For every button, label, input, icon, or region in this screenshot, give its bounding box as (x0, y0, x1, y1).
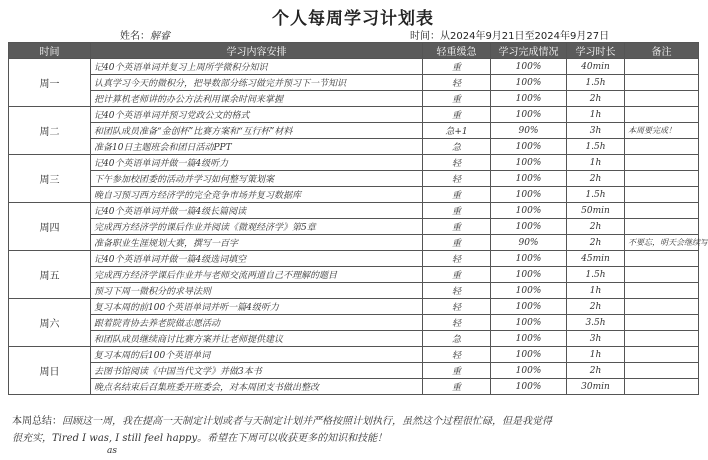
task-cell: 记40个英语单词并预习党政公文的格式 (91, 107, 423, 123)
note-cell (625, 155, 699, 171)
page-title: 个人每周学习计划表 (272, 9, 434, 29)
duration-cell: 3h (567, 331, 625, 347)
task-cell: 准备10日主题班会和团日活动PPT (91, 139, 423, 155)
table-row (9, 219, 699, 235)
table-row (9, 155, 699, 171)
duration-cell: 1.5h (567, 267, 625, 283)
completion-cell: 100% (491, 171, 567, 187)
duration-cell: 2h (567, 235, 625, 251)
note-cell (625, 315, 699, 331)
table-row (9, 363, 699, 379)
task-cell: 预习下周一微积分的求导法则 (91, 283, 423, 299)
task-cell: 和团队成员准备“金创杯”比赛方案和“互行杯”材料 (91, 123, 423, 139)
task-cell: 准备职业生涯规划大赛，撰写一百字 (91, 235, 423, 251)
completion-cell: 100% (491, 331, 567, 347)
table-row (9, 123, 699, 139)
completion-cell: 100% (491, 91, 567, 107)
table-row (9, 107, 699, 123)
table-row (9, 299, 699, 315)
note-cell (625, 283, 699, 299)
duration-cell: 1.5h (567, 187, 625, 203)
table-row (9, 267, 699, 283)
priority-cell: 急 (423, 331, 491, 347)
note-cell (625, 331, 699, 347)
duration-cell: 50min (567, 203, 625, 219)
completion-cell: 100% (491, 251, 567, 267)
note-cell (625, 75, 699, 91)
priority-cell: 重 (423, 91, 491, 107)
priority-cell: 轻 (423, 315, 491, 331)
note-cell (625, 363, 699, 379)
task-cell: 和团队成员继续商讨比赛方案并让老师提供建议 (91, 331, 423, 347)
task-cell: 完成西方经济学的课后作业并阅读《微观经济学》第5章 (91, 219, 423, 235)
priority-cell: 重 (423, 363, 491, 379)
priority-cell: 轻 (423, 251, 491, 267)
table-row (9, 203, 699, 219)
table-row (9, 59, 699, 75)
table-row (9, 139, 699, 155)
header-content: 学习内容安排 (91, 43, 423, 59)
day-label: 周二 (9, 107, 91, 155)
duration-cell: 1.5h (567, 139, 625, 155)
date-range-field (410, 27, 609, 42)
duration-cell: 1h (567, 347, 625, 363)
completion-cell: 90% (491, 123, 567, 139)
completion-cell: 100% (491, 283, 567, 299)
task-cell: 记40个英语单词并做一篇4级长篇阅读 (91, 203, 423, 219)
duration-cell: 2h (567, 363, 625, 379)
day-label: 周六 (9, 299, 91, 347)
duration-cell: 3h (567, 123, 625, 139)
completion-cell: 100% (491, 203, 567, 219)
priority-cell: 重 (423, 203, 491, 219)
priority-cell: 重 (423, 59, 491, 75)
note-cell (625, 91, 699, 107)
header-time: 时间 (9, 43, 91, 59)
duration-cell: 1h (567, 155, 625, 171)
completion-cell: 100% (491, 315, 567, 331)
day-label: 周日 (9, 347, 91, 395)
table-row (9, 75, 699, 91)
duration-cell: 1h (567, 107, 625, 123)
note-cell (625, 299, 699, 315)
weekly-summary (12, 413, 702, 456)
table-row (9, 187, 699, 203)
day-label: 周三 (9, 155, 91, 203)
note-cell (625, 139, 699, 155)
table-row (9, 251, 699, 267)
summary-annotation: as (107, 446, 117, 456)
priority-cell: 重 (423, 187, 491, 203)
header-duration: 学习时长 (567, 43, 625, 59)
header-completion: 学习完成情况 (491, 43, 567, 59)
table-row (9, 347, 699, 363)
summary-label: 本周总结： (12, 416, 62, 427)
duration-cell: 3.5h (567, 315, 625, 331)
priority-cell: 轻 (423, 299, 491, 315)
task-cell: 记40个英语单词并做一篇4级听力 (91, 155, 423, 171)
duration-cell: 2h (567, 91, 625, 107)
completion-cell: 100% (491, 187, 567, 203)
task-cell: 认真学习今天的微积分，把导数部分练习做完并预习下一节知识 (91, 75, 423, 91)
day-label: 周一 (9, 59, 91, 107)
note-cell (625, 251, 699, 267)
completion-cell: 100% (491, 219, 567, 235)
task-cell: 完成西方经济学课后作业并与老师交流两道自己不理解的题目 (91, 267, 423, 283)
completion-cell: 100% (491, 379, 567, 395)
time-label: 时间： (410, 31, 440, 42)
note-cell (625, 171, 699, 187)
header-priority: 轻重缓急 (423, 43, 491, 59)
name-label: 姓名： (120, 31, 150, 42)
note-cell (625, 379, 699, 395)
priority-cell: 重 (423, 235, 491, 251)
note-cell (625, 107, 699, 123)
day-label: 周四 (9, 203, 91, 251)
priority-cell: 重 (423, 219, 491, 235)
priority-cell: 急+1 (423, 123, 491, 139)
name-value: 解睿 (150, 31, 170, 42)
duration-cell: 1.5h (567, 75, 625, 91)
completion-cell: 100% (491, 59, 567, 75)
table-row (9, 331, 699, 347)
duration-cell: 30min (567, 379, 625, 395)
task-cell: 下午参加校团委的活动并学习如何整写策划案 (91, 171, 423, 187)
note-cell (625, 59, 699, 75)
task-cell: 跟着院青协去养老院做志愿活动 (91, 315, 423, 331)
task-cell: 复习本周的前100个英语单词并听一篇4级听力 (91, 299, 423, 315)
task-cell: 晚自习预习西方经济学的完全竞争市场并复习数据库 (91, 187, 423, 203)
duration-cell: 1h (567, 283, 625, 299)
duration-cell: 2h (567, 299, 625, 315)
completion-cell: 100% (491, 75, 567, 91)
completion-cell: 90% (491, 235, 567, 251)
task-cell: 把计算机老师讲的办公方法利用课余时间来掌握 (91, 91, 423, 107)
summary-line-1: 回顾这一周，我在提高一天制定计划或者与天制定计划并严格按照计划执行，虽然这个过程很忙碌，但是我觉得 (62, 416, 552, 427)
summary-line-2: 很充实，Tired I was, I still feel happy。希望在下周可以收获更多的知识和技能！ (12, 433, 388, 444)
task-cell: 记40个英语单词并做一篇4级选词填空 (91, 251, 423, 267)
duration-cell: 40min (567, 59, 625, 75)
priority-cell: 重 (423, 107, 491, 123)
completion-cell: 100% (491, 267, 567, 283)
task-cell: 晚点名结束后召集班委开班委会，对本周团支书做出整改 (91, 379, 423, 395)
completion-cell: 100% (491, 139, 567, 155)
note-cell (625, 203, 699, 219)
completion-cell: 100% (491, 347, 567, 363)
time-value: 从2024年9月21日至2024年9月27日 (440, 31, 610, 42)
completion-cell: 100% (491, 155, 567, 171)
header-note: 备注 (625, 43, 699, 59)
task-cell: 去图书馆阅读《中国当代文学》并做3本书 (91, 363, 423, 379)
completion-cell: 100% (491, 299, 567, 315)
priority-cell: 轻 (423, 155, 491, 171)
task-cell: 复习本周的后100个英语单词 (91, 347, 423, 363)
table-row (9, 171, 699, 187)
table-row (9, 283, 699, 299)
note-cell (625, 187, 699, 203)
table-row (9, 235, 699, 251)
note-cell: 本周要完成！ (625, 123, 699, 139)
duration-cell: 2h (567, 219, 625, 235)
completion-cell: 100% (491, 107, 567, 123)
priority-cell: 轻 (423, 347, 491, 363)
table-header-row (9, 43, 699, 59)
priority-cell: 轻 (423, 283, 491, 299)
priority-cell: 重 (423, 379, 491, 395)
completion-cell: 100% (491, 363, 567, 379)
table-row (9, 379, 699, 395)
priority-cell: 重 (423, 267, 491, 283)
priority-cell: 轻 (423, 75, 491, 91)
note-cell (625, 347, 699, 363)
note-cell: 不要忘，明天会继续写 (625, 235, 699, 251)
weekly-plan-table (8, 42, 708, 395)
note-cell (625, 267, 699, 283)
duration-cell: 2h (567, 171, 625, 187)
note-cell (625, 219, 699, 235)
duration-cell: 45min (567, 251, 625, 267)
name-field (120, 27, 170, 42)
task-cell: 记40个英语单词并复习上周所学微积分知识 (91, 59, 423, 75)
table-row (9, 91, 699, 107)
table-row (9, 315, 699, 331)
priority-cell: 轻 (423, 171, 491, 187)
day-label: 周五 (9, 251, 91, 299)
priority-cell: 急 (423, 139, 491, 155)
